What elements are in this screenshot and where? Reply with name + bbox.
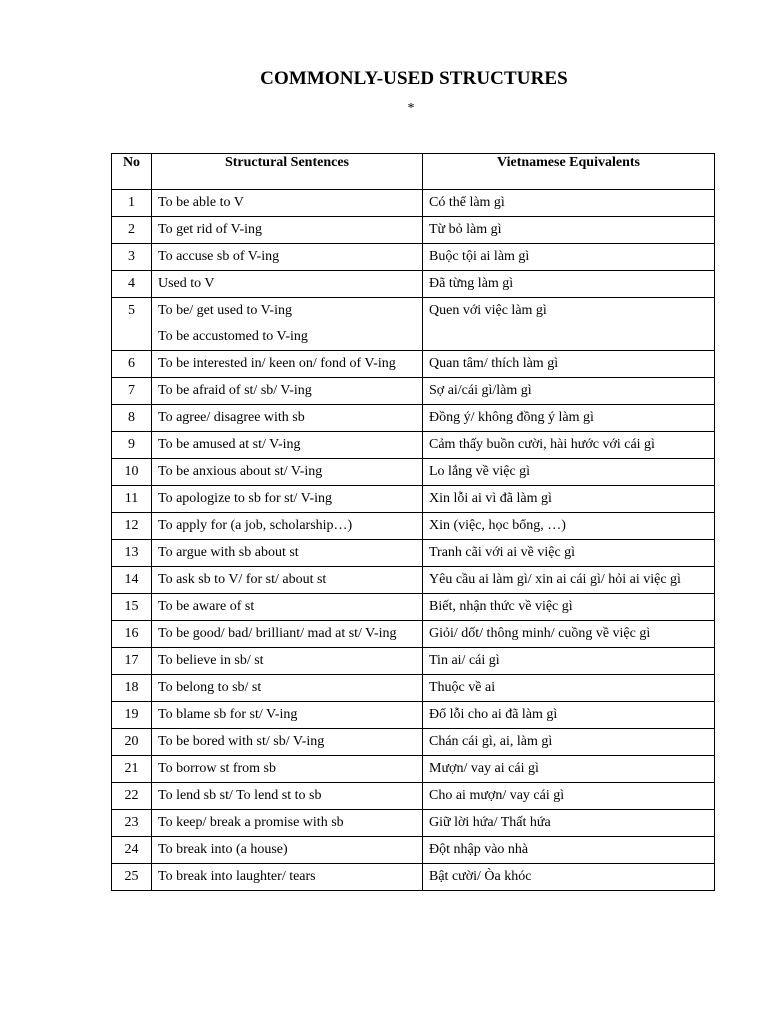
table-row xyxy=(112,486,715,513)
row-number: 2 xyxy=(112,217,152,244)
row-structure: To be able to V xyxy=(152,190,423,217)
row-structure-line: To be accustomed to V-ing xyxy=(158,329,308,344)
row-number: 24 xyxy=(112,837,152,864)
table-row xyxy=(112,217,715,244)
row-number: 25 xyxy=(112,864,152,891)
row-number: 11 xyxy=(112,486,152,513)
row-vietnamese: Cảm thấy buồn cười, hài hước với cái gì xyxy=(423,432,715,459)
row-structure: To believe in sb/ st xyxy=(152,648,423,675)
row-structure: To be aware of st xyxy=(152,594,423,621)
row-vietnamese: Tin ai/ cái gì xyxy=(423,648,715,675)
row-structure: To belong to sb/ st xyxy=(152,675,423,702)
row-number: 1 xyxy=(112,190,152,217)
row-structure: To keep/ break a promise with sb xyxy=(152,810,423,837)
row-vietnamese: Tranh cãi với ai về việc gì xyxy=(423,540,715,567)
row-vietnamese: Giỏi/ dốt/ thông minh/ cuồng về việc gì xyxy=(423,621,715,648)
row-vietnamese: Sợ ai/cái gì/làm gì xyxy=(423,378,715,405)
header-no: No xyxy=(112,154,152,190)
row-number: 17 xyxy=(112,648,152,675)
table-row xyxy=(112,783,715,810)
row-structure: To be good/ bad/ brilliant/ mad at st/ V-ing xyxy=(152,621,423,648)
row-vietnamese: Bật cười/ Òa khóc xyxy=(423,864,715,891)
row-vietnamese: Quan tâm/ thích làm gì xyxy=(423,351,715,378)
row-vietnamese: Yêu cầu ai làm gì/ xin ai cái gì/ hỏi ai việc gì xyxy=(423,567,715,594)
table-row xyxy=(112,351,715,378)
row-vietnamese: Đồng ý/ không đồng ý làm gì xyxy=(423,405,715,432)
row-number: 15 xyxy=(112,594,152,621)
row-structure: To lend sb st/ To lend st to sb xyxy=(152,783,423,810)
table-row xyxy=(112,298,715,351)
row-structure: To break into laughter/ tears xyxy=(152,864,423,891)
row-number: 20 xyxy=(112,729,152,756)
row-vietnamese: Chán cái gì, ai, làm gì xyxy=(423,729,715,756)
table-row xyxy=(112,459,715,486)
row-number: 7 xyxy=(112,378,152,405)
row-vietnamese: Xin lỗi ai vì đã làm gì xyxy=(423,486,715,513)
row-number: 12 xyxy=(112,513,152,540)
table-row xyxy=(112,810,715,837)
row-structure: To get rid of V-ing xyxy=(152,217,423,244)
row-number: 6 xyxy=(112,351,152,378)
row-number: 22 xyxy=(112,783,152,810)
row-structure: To apply for (a job, scholarship…) xyxy=(152,513,423,540)
row-number: 5 xyxy=(112,298,152,351)
row-structure: Used to V xyxy=(152,271,423,298)
page-subtitle: * xyxy=(407,101,415,116)
row-structure: To ask sb to V/ for st/ about st xyxy=(152,567,423,594)
table-row xyxy=(112,540,715,567)
table-row xyxy=(112,675,715,702)
row-structure: To be anxious about st/ V-ing xyxy=(152,459,423,486)
table-row xyxy=(112,864,715,891)
row-vietnamese: Đổ lỗi cho ai đã làm gì xyxy=(423,702,715,729)
row-vietnamese: Biết, nhận thức về việc gì xyxy=(423,594,715,621)
row-vietnamese: Giữ lời hứa/ Thất hứa xyxy=(423,810,715,837)
table-row xyxy=(112,405,715,432)
row-number: 3 xyxy=(112,244,152,271)
row-number: 21 xyxy=(112,756,152,783)
table-row xyxy=(112,271,715,298)
table-row xyxy=(112,244,715,271)
row-structure: To borrow st from sb xyxy=(152,756,423,783)
row-vietnamese: Xin (việc, học bổng, …) xyxy=(423,513,715,540)
row-structure: To blame sb for st/ V-ing xyxy=(152,702,423,729)
table-row xyxy=(112,190,715,217)
row-vietnamese: Từ bỏ làm gì xyxy=(423,217,715,244)
row-number: 13 xyxy=(112,540,152,567)
row-vietnamese: Buộc tội ai làm gì xyxy=(423,244,715,271)
row-number: 10 xyxy=(112,459,152,486)
page-title: COMMONLY-USED STRUCTURES xyxy=(260,68,568,89)
table-header xyxy=(112,154,715,190)
row-vietnamese: Cho ai mượn/ vay cái gì xyxy=(423,783,715,810)
row-number: 23 xyxy=(112,810,152,837)
row-structure: To be bored with st/ sb/ V-ing xyxy=(152,729,423,756)
table-row xyxy=(112,648,715,675)
header-vietnamese: Vietnamese Equivalents xyxy=(423,154,715,190)
row-number: 14 xyxy=(112,567,152,594)
row-vietnamese: Mượn/ vay ai cái gì xyxy=(423,756,715,783)
table-row xyxy=(112,621,715,648)
table-row xyxy=(112,594,715,621)
table-row xyxy=(112,837,715,864)
row-structure: To be amused at st/ V-ing xyxy=(152,432,423,459)
table-row xyxy=(112,513,715,540)
row-structure: To apologize to sb for st/ V-ing xyxy=(152,486,423,513)
row-vietnamese: Thuộc về ai xyxy=(423,675,715,702)
row-structure: To be afraid of st/ sb/ V-ing xyxy=(152,378,423,405)
row-structure: To break into (a house) xyxy=(152,837,423,864)
table-row xyxy=(112,432,715,459)
row-number: 9 xyxy=(112,432,152,459)
row-vietnamese: Quen với việc làm gì xyxy=(423,298,715,351)
row-vietnamese: Lo lắng về việc gì xyxy=(423,459,715,486)
header-structure: Structural Sentences xyxy=(152,154,423,190)
row-structure: To accuse sb of V-ing xyxy=(152,244,423,271)
table-row xyxy=(112,378,715,405)
row-structure: To be interested in/ keen on/ fond of V-ing xyxy=(152,351,423,378)
row-structure: To agree/ disagree with sb xyxy=(152,405,423,432)
table-row xyxy=(112,756,715,783)
header-row xyxy=(112,154,715,190)
table-row xyxy=(112,729,715,756)
row-structure: To argue with sb about st xyxy=(152,540,423,567)
row-vietnamese: Đột nhập vào nhà xyxy=(423,837,715,864)
row-number: 18 xyxy=(112,675,152,702)
row-number: 16 xyxy=(112,621,152,648)
table-row xyxy=(112,567,715,594)
row-number: 8 xyxy=(112,405,152,432)
table-body xyxy=(112,190,715,891)
row-structure-line: To be/ get used to V-ing xyxy=(158,303,292,318)
row-structure xyxy=(152,298,423,351)
row-vietnamese: Đã từng làm gì xyxy=(423,271,715,298)
table-row xyxy=(112,702,715,729)
row-vietnamese: Có thể làm gì xyxy=(423,190,715,217)
structures-table xyxy=(111,153,715,891)
row-number: 19 xyxy=(112,702,152,729)
row-number: 4 xyxy=(112,271,152,298)
